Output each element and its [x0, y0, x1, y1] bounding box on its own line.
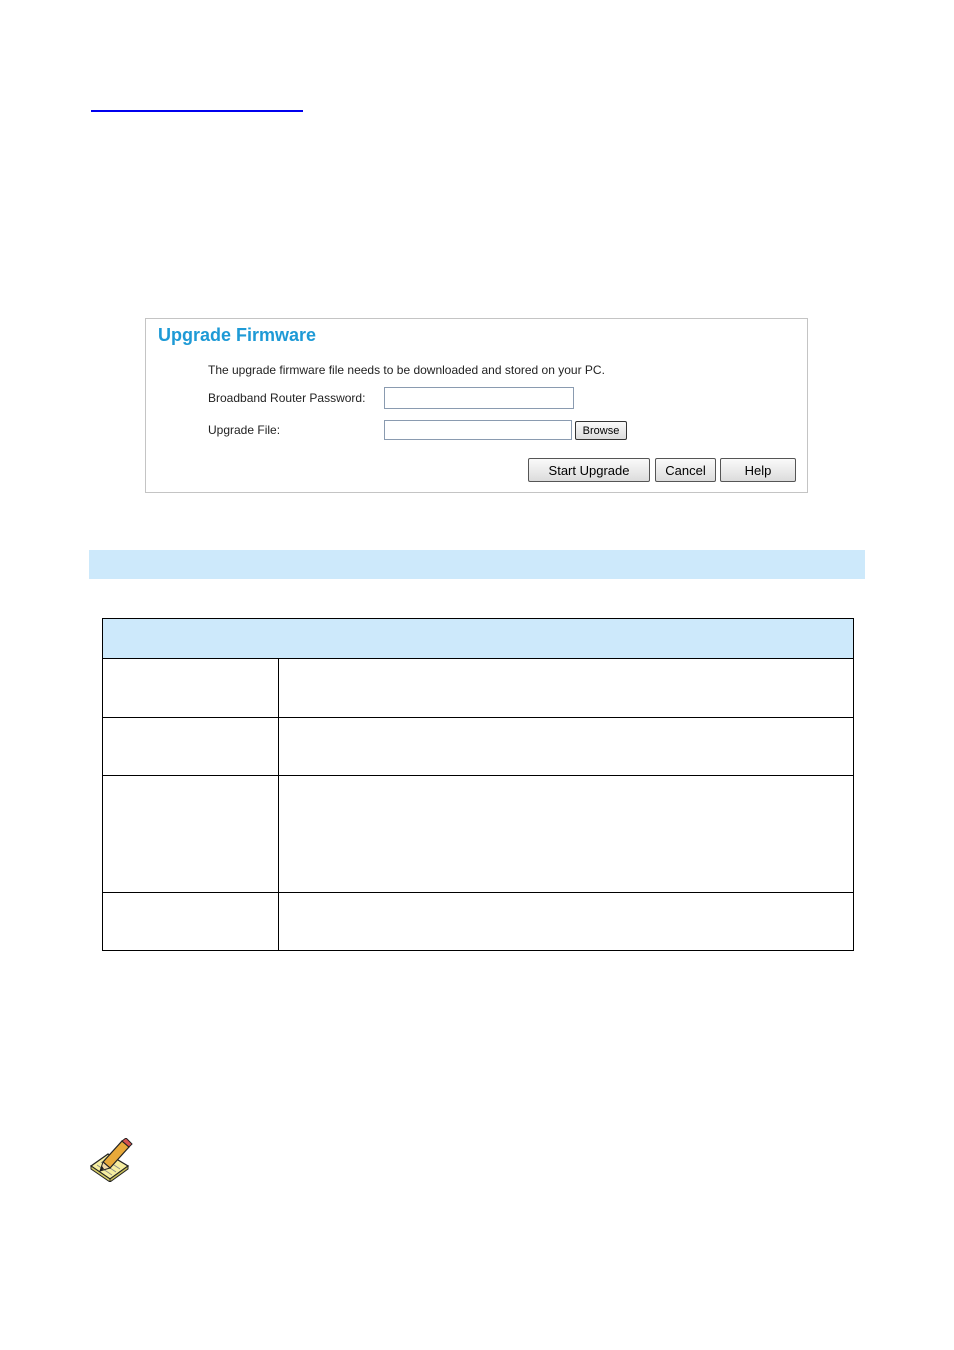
- table-cell-description: [279, 776, 854, 893]
- table-cell-description: [279, 718, 854, 776]
- parameter-table: [102, 618, 854, 951]
- table-cell-field: [103, 718, 279, 776]
- help-button[interactable]: Help: [720, 458, 796, 482]
- table-row: [103, 893, 854, 951]
- upgrade-file-input[interactable]: [384, 420, 572, 440]
- browse-button[interactable]: Browse: [575, 421, 627, 440]
- upgrade-description: The upgrade firmware file needs to be downloaded and stored on your PC.: [208, 363, 605, 377]
- table-row: [103, 776, 854, 893]
- table-header-row: [103, 619, 854, 659]
- upgrade-file-label: Upgrade File:: [208, 423, 281, 437]
- panel-title: Upgrade Firmware: [158, 325, 317, 345]
- password-label: Broadband Router Password:: [208, 391, 366, 405]
- table-row: [103, 718, 854, 776]
- upgrade-firmware-panel: [145, 318, 808, 493]
- table-cell-field: [103, 659, 279, 718]
- section-heading-bar: [89, 550, 865, 579]
- router-password-input[interactable]: [384, 387, 574, 409]
- start-upgrade-button[interactable]: Start Upgrade: [528, 458, 650, 482]
- table-cell-field: [103, 776, 279, 893]
- table-cell-field: [103, 893, 279, 951]
- hyperlink-underline[interactable]: [91, 110, 303, 112]
- table-cell-description: [279, 893, 854, 951]
- note-pencil-icon: [88, 1138, 134, 1182]
- table-row: [103, 659, 854, 718]
- cancel-button[interactable]: Cancel: [655, 458, 716, 482]
- table-cell-description: [279, 659, 854, 718]
- table-header-cell: [103, 619, 854, 659]
